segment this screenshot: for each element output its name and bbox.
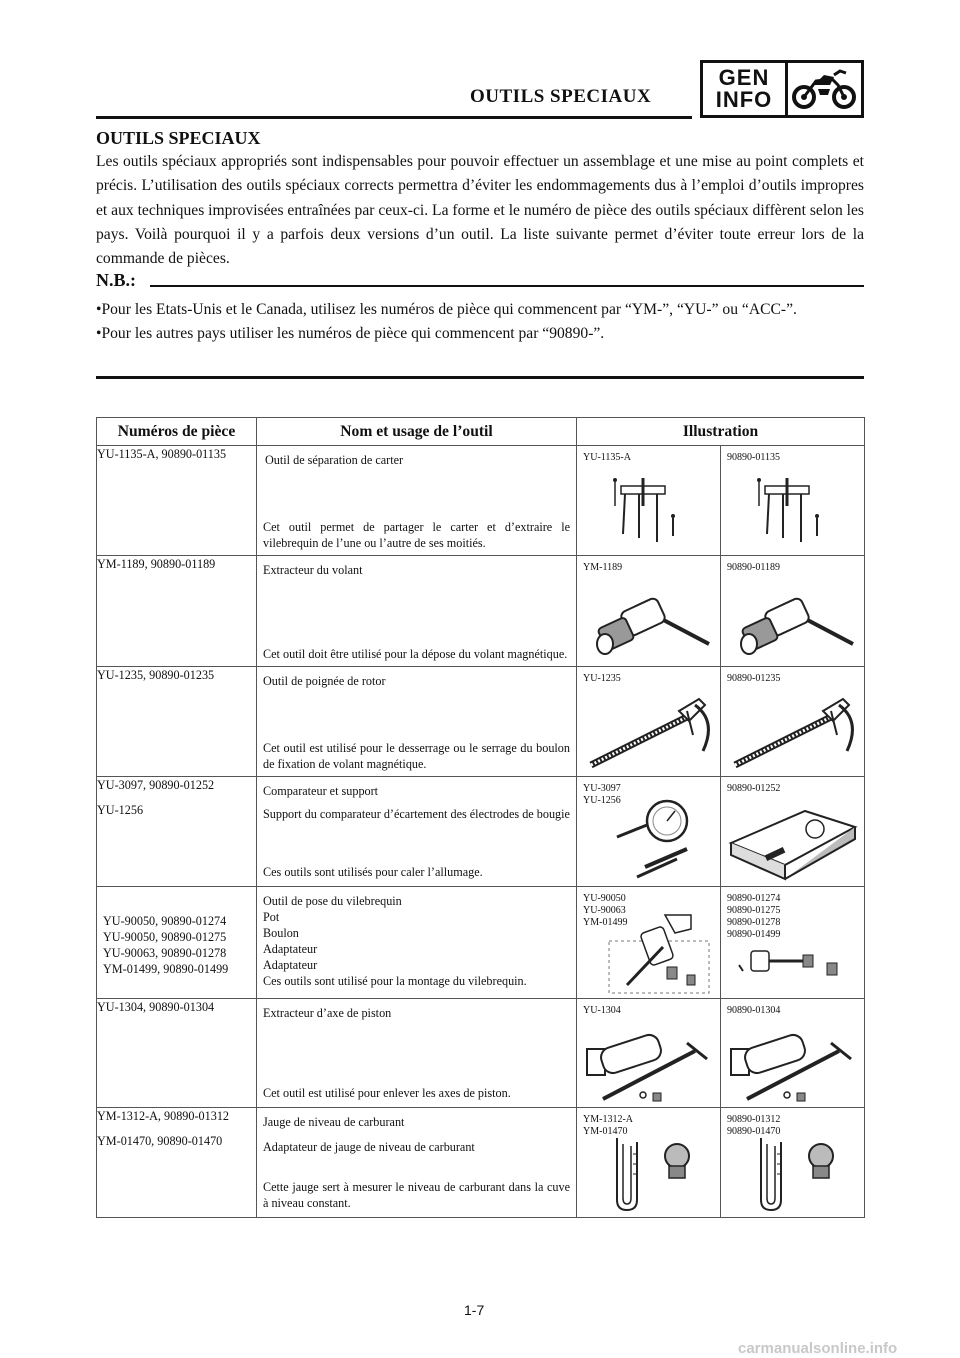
illustration-cell-b (721, 999, 865, 1108)
flywheel-puller-illustration (731, 586, 859, 658)
tool-name-group (263, 1114, 570, 1156)
part-numbers-cell (97, 777, 257, 887)
tool-name: Outil de pose du vilebrequin (263, 894, 402, 908)
illustration-cell-a (577, 1108, 721, 1218)
tool-description: Cet outil est utilisé pour le desserrage ou le serrage du boulon de fixation de volant magnétique. (263, 741, 570, 771)
illustration-cell-b (721, 446, 865, 556)
nb-item: •Pour les Etats-Unis et le Canada, utilisez les numéros de pièce qui commencent par “YM-”, “YU-” ou “ACC-”. (96, 301, 797, 318)
tool-name: Adaptateur de jauge de niveau de carburant (263, 1140, 475, 1154)
part-number: YM-01470, 90890-01470 (97, 1134, 223, 1148)
table-row (97, 999, 865, 1108)
gauge-case-illustration (725, 799, 859, 883)
tool-name-cell (257, 777, 577, 887)
tool-name: Boulon (263, 926, 299, 940)
crankcase-separator-illustration (751, 476, 841, 548)
illustration-cell-a (577, 667, 721, 777)
page-number: 1-7 (464, 1302, 485, 1318)
part-numbers-cell (97, 887, 257, 999)
rotor-holder-illustration (727, 691, 859, 771)
special-tools-table (96, 417, 865, 1218)
illustration-label: YU-3097 YU-1256 (583, 783, 621, 806)
part-number: YM-1312-A, 90890-01312 (97, 1109, 230, 1123)
tool-name: Pot (263, 910, 280, 924)
part-numbers-cell (97, 446, 257, 556)
illustration-label: 90890-01235 (727, 673, 781, 684)
illustration-cell-a (577, 887, 721, 999)
part-numbers-cell (97, 999, 257, 1108)
tool-name: Adaptateur (263, 942, 318, 956)
tool-name: Extracteur du volant (263, 563, 363, 577)
table-row (97, 556, 865, 667)
rotor-holder-illustration (583, 691, 715, 771)
part-number: YU-90050, 90890-01275 (103, 930, 227, 944)
tool-name: Outil de poignée de rotor (263, 674, 386, 688)
part-number: YM-01499, 90890-01499 (103, 962, 229, 976)
part-number: YU-3097, 90890-01252 (97, 778, 215, 792)
tool-name: Support du comparateur d’écartement des électrodes de bougie (263, 807, 570, 821)
illustration-label: 90890-01189 (727, 562, 780, 573)
tool-description: Cet outil doit être utilisé pour la dépose du volant magnétique. (263, 647, 568, 661)
tool-description: Cet outil permet de partager le carter et d’extraire le vilebrequin de l’une ou l’autre de ses moitiés. (263, 520, 570, 550)
dial-gauge-illustration (597, 797, 713, 883)
illustration-label: YM-1312-A YM-01470 (583, 1114, 633, 1137)
illustration-label: YU-1304 (583, 1005, 621, 1016)
piston-pin-puller-illustration (727, 1021, 859, 1105)
illustration-label: YU-1135-A (583, 452, 631, 463)
crankcase-separator-illustration (607, 476, 697, 548)
table-header-row (97, 418, 865, 446)
badge-line-gen: GEN (718, 65, 770, 90)
nb-label: N.B.: (96, 270, 136, 290)
fuel-level-gauge-illustration (607, 1134, 707, 1214)
motorcycle-icon (788, 63, 861, 115)
tool-name-cell (257, 446, 577, 556)
tool-name-cell (257, 556, 577, 667)
illustration-label: YU-90050 YU-90063 YM-01499 (583, 893, 628, 928)
col-header-illustration: Illustration (577, 418, 865, 446)
nb-end-rule (96, 376, 864, 379)
badge-line-info: INFO (715, 87, 773, 112)
part-number-group (103, 913, 228, 977)
tool-name-cell (257, 667, 577, 777)
table-row (97, 1108, 865, 1218)
table-row (97, 446, 865, 556)
illustration-label: 90890-01274 90890-01275 90890-01278 90890-01499 (727, 893, 781, 940)
part-numbers-cell (97, 556, 257, 667)
illustration-cell-b (721, 887, 865, 999)
tool-name: Outil de séparation de carter (265, 453, 404, 467)
fuel-level-gauge-illustration (751, 1134, 851, 1214)
illustration-cell-a (577, 999, 721, 1108)
illustration-cell-b (721, 556, 865, 667)
tool-name: Extracteur d’axe de piston (263, 1006, 392, 1020)
header-title: OUTILS SPECIAUX (470, 86, 652, 107)
table-row (97, 777, 865, 887)
tool-name: Ces outils sont utilisé pour la montage du vilebrequin. (263, 974, 527, 988)
illustration-cell-b (721, 667, 865, 777)
tool-name: Comparateur et support (263, 784, 379, 798)
illustration-cell-a (577, 777, 721, 887)
part-number: YU-1235, 90890-01235 (97, 668, 215, 682)
header-rule (96, 116, 692, 119)
col-header-part-numbers: Numéros de pièce (97, 418, 257, 446)
badge-text (703, 63, 788, 115)
illustration-label: 90890-01252 (727, 783, 781, 794)
part-number: YU-1135-A, 90890-01135 (97, 447, 227, 461)
part-numbers-cell (97, 667, 257, 777)
part-number: YU-1256 (97, 803, 144, 817)
piston-pin-puller-illustration (583, 1021, 715, 1105)
tool-name-group (263, 783, 570, 822)
crankshaft-installer-illustration (735, 947, 855, 987)
part-number: YU-1304, 90890-01304 (97, 1000, 215, 1014)
section-title: OUTILS SPECIAUX (96, 128, 261, 148)
crankshaft-installer-illustration (605, 911, 715, 997)
illustration-cell-b (721, 1108, 865, 1218)
nb-list (96, 298, 864, 347)
tool-description: Ces outils sont utilisés pour caler l’allumage. (263, 865, 483, 879)
illustration-label: YU-1235 (583, 673, 621, 684)
part-number: YU-90063, 90890-01278 (103, 946, 227, 960)
table-row (97, 887, 865, 999)
nb-rule (150, 285, 864, 287)
part-number: YM-1189, 90890-01189 (97, 557, 216, 571)
col-header-tool-name: Nom et usage de l’outil (257, 418, 577, 446)
tool-name-group (263, 893, 570, 989)
illustration-label: 90890-01304 (727, 1005, 781, 1016)
nb-item: •Pour les autres pays utiliser les numéros de pièce qui commencent par “90890-”. (96, 325, 605, 343)
tool-name-cell (257, 887, 577, 999)
illustration-cell-a (577, 556, 721, 667)
illustration-label: YM-1189 (583, 562, 623, 573)
part-numbers-cell (97, 1108, 257, 1218)
illustration-label: 90890-01312 90890-01470 (727, 1114, 781, 1137)
tool-name-cell (257, 1108, 577, 1218)
gen-info-badge (700, 60, 864, 118)
illustration-cell-b (721, 777, 865, 887)
tool-name-cell (257, 999, 577, 1108)
illustration-cell-a (577, 446, 721, 556)
part-number: YU-90050, 90890-01274 (103, 914, 227, 928)
tool-name: Adaptateur (263, 958, 318, 972)
table-row (97, 667, 865, 777)
flywheel-puller-illustration (587, 586, 715, 658)
illustration-label: 90890-01135 (727, 452, 780, 463)
tool-name: Jauge de niveau de carburant (263, 1115, 405, 1129)
tool-description: Cet outil est utilisé pour enlever les axes de piston. (263, 1086, 511, 1100)
watermark: carmanualsonline.info (738, 1340, 898, 1357)
intro-paragraph: Les outils spéciaux appropriés sont indispensables pour pouvoir effectuer un assemblage et une mise au point complets et précis. L’utilisation des outils spéciaux corrects permettra d’éviter les endommagements dus à l’emploi d’outils impropres et aux techniques improvisées entraînées par ceux-ci. La forme et le numéro de pièce des outils spéciaux diffèrent selon les pays. Voilà pourquoi il y a parfois deux versions d’un outil. La liste suivante permet d’éviter toute erreur lors de la commande de pièces. (96, 153, 864, 268)
tool-description: Cette jauge sert à mesurer le niveau de carburant dans la cuve à niveau constant. (263, 1180, 570, 1210)
